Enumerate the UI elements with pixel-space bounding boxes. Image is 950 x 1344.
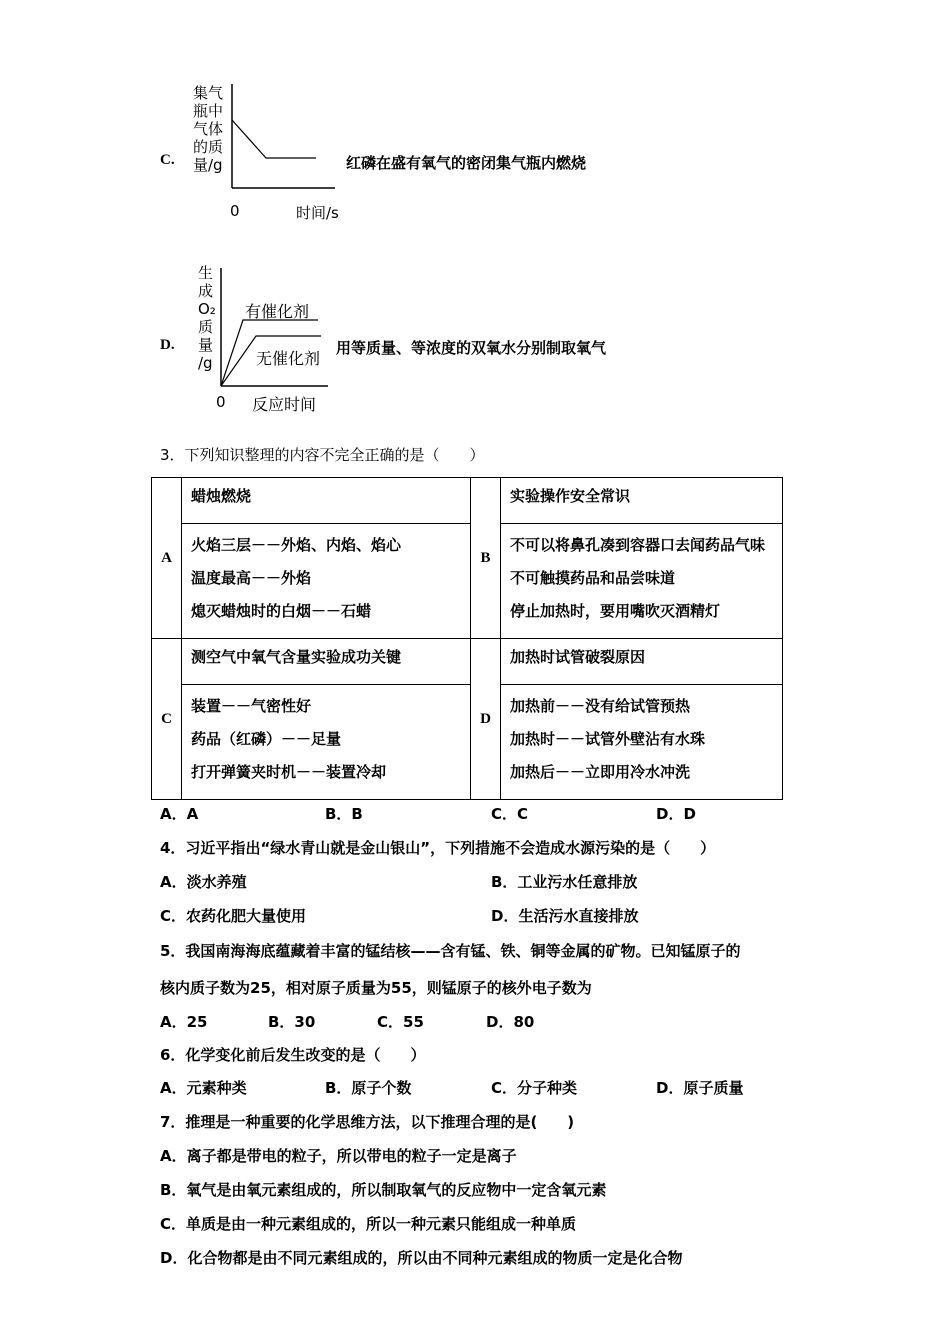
q5-option-b[interactable]: B．30 (268, 1013, 316, 1031)
q6-option-a[interactable]: A．元素种类 (160, 1079, 247, 1097)
q2c-xlabel: 时间/s (296, 204, 339, 222)
q2d-ylabel-line: 成 (198, 282, 214, 300)
q4-option-c[interactable]: C．农药化肥大量使用 (160, 907, 307, 925)
q3-option-b[interactable]: B．B (325, 805, 363, 823)
q2-option-c-label: C. (160, 152, 175, 168)
q4-stem: 4．习近平指出“绿水青山就是金山银山”，下列措施不会造成水源污染的是（ ） (160, 839, 716, 857)
q2c-ylabel-line: 集气 (193, 84, 224, 102)
cell-d (501, 639, 783, 800)
q2c-origin: 0 (230, 202, 240, 220)
table-row (152, 639, 783, 800)
q2c-graph (225, 84, 345, 194)
cell-line: 药品（红磷）－－足量 (191, 730, 342, 748)
cell-line: 火焰三层－－外焰、内焰、焰心 (191, 536, 402, 554)
q2d-curve2-label: 无催化剂 (256, 349, 321, 368)
cell-a-body (182, 524, 470, 637)
q5-stem-line2: 核内质子数为25，相对原子质量为55，则锰原子的核外电子数为 (160, 979, 592, 997)
cell-d-header: 加热时试管破裂原因 (501, 639, 782, 685)
cell-c (182, 639, 471, 800)
q5-option-c[interactable]: C．55 (377, 1013, 424, 1031)
q2d-description: 用等质量、等浓度的双氧水分别制取氧气 (336, 339, 607, 357)
q2c-ylabel-line: 的质 (193, 138, 224, 156)
q3-stem: 3．下列知识整理的内容不完全正确的是（ ） (160, 446, 485, 464)
q5-option-d[interactable]: D．80 (486, 1013, 535, 1031)
q4-option-d[interactable]: D．生活污水直接排放 (491, 907, 639, 925)
q2d-origin: 0 (216, 393, 226, 411)
q2d-ylabel-line: O₂ (198, 300, 216, 318)
cell-b-body (501, 524, 782, 637)
cell-line: 打开弹簧夹时机－－装置冷却 (191, 763, 387, 781)
cell-b (501, 478, 783, 639)
q2c-mass-curve (232, 120, 316, 158)
q2c-ylabel-line: 气体 (193, 120, 224, 138)
q2d-xlabel: 反应时间 (252, 395, 317, 414)
cell-line: 停止加热时，要用嘴吹灭酒精灯 (510, 602, 721, 620)
cell-c-header: 测空气中氧气含量实验成功关键 (182, 639, 470, 685)
cell-letter-a: A (152, 478, 182, 639)
q7-option-b[interactable]: B．氧气是由氧元素组成的，所以制取氧气的反应物中一定含氧元素 (160, 1181, 607, 1199)
q4-option-a[interactable]: A．淡水养殖 (160, 873, 247, 891)
cell-c-body (182, 685, 470, 798)
cell-line: 熄灭蜡烛时的白烟－－石蜡 (191, 602, 372, 620)
cell-line: 装置－－气密性好 (191, 697, 312, 715)
cell-line: 加热前－－没有给试管预热 (510, 697, 691, 715)
q2d-ylabel-line: 质 (198, 318, 214, 336)
cell-d-body (501, 685, 782, 798)
cell-a (182, 478, 471, 639)
q2-option-d-label: D. (160, 337, 175, 353)
q5-option-a[interactable]: A．25 (160, 1013, 208, 1031)
q7-option-c[interactable]: C．单质是由一种元素组成的，所以一种元素只能组成一种单质 (160, 1215, 577, 1233)
q6-option-c[interactable]: C．分子种类 (491, 1079, 578, 1097)
q7-option-a[interactable]: A．离子都是带电的粒子，所以带电的粒子一定是离子 (160, 1147, 517, 1165)
q2c-ylabel-line: 量/g (193, 156, 223, 174)
cell-letter-c: C (152, 639, 182, 800)
q2d-ylabel-line: /g (198, 354, 213, 372)
table-row (152, 478, 783, 639)
q3-knowledge-table (151, 477, 783, 800)
q3-option-a[interactable]: A．A (160, 805, 199, 823)
cell-line: 温度最高－－外焰 (191, 569, 312, 587)
q2d-ylabel-line: 生 (198, 264, 214, 282)
q2d-ylabel-line: 量 (198, 336, 214, 354)
cell-letter-b: B (471, 478, 501, 639)
q3-option-c[interactable]: C．C (491, 805, 529, 823)
q6-option-d[interactable]: D．原子质量 (656, 1079, 744, 1097)
q7-option-d[interactable]: D．化合物都是由不同元素组成的，所以由不同种元素组成的物质一定是化合物 (160, 1249, 683, 1267)
q2c-description: 红磷在盛有氧气的密闭集气瓶内燃烧 (346, 154, 587, 172)
cell-line: 加热时－－试管外壁沾有水珠 (510, 730, 706, 748)
cell-line: 加热后－－立即用冷水冲洗 (510, 763, 691, 781)
q7-stem: 7．推理是一种重要的化学思维方法，以下推理合理的是( ) (160, 1113, 575, 1131)
cell-a-header: 蜡烛燃烧 (182, 478, 470, 524)
q5-stem-line1: 5．我国南海海底蕴藏着丰富的锰结核——含有锰、铁、铜等金属的矿物。已知锰原子的 (160, 942, 741, 960)
cell-line: 不可触摸药品和品尝味道 (510, 569, 676, 587)
q6-option-b[interactable]: B．原子个数 (325, 1079, 412, 1097)
q2c-ylabel (193, 84, 223, 174)
q6-stem: 6．化学变化前后发生改变的是（ ） (160, 1046, 426, 1064)
q4-option-b[interactable]: B．工业污水任意排放 (491, 873, 638, 891)
q2c-ylabel-line: 瓶中 (193, 102, 224, 120)
q3-option-d[interactable]: D．D (656, 805, 696, 823)
q2d-curve1-label: 有催化剂 (245, 302, 310, 321)
cell-b-header: 实验操作安全常识 (501, 478, 782, 524)
cell-line: 不可以将鼻孔凑到容器口去闻药品气味 (510, 536, 766, 554)
cell-letter-d: D (471, 639, 501, 800)
q2d-graph (214, 268, 334, 390)
